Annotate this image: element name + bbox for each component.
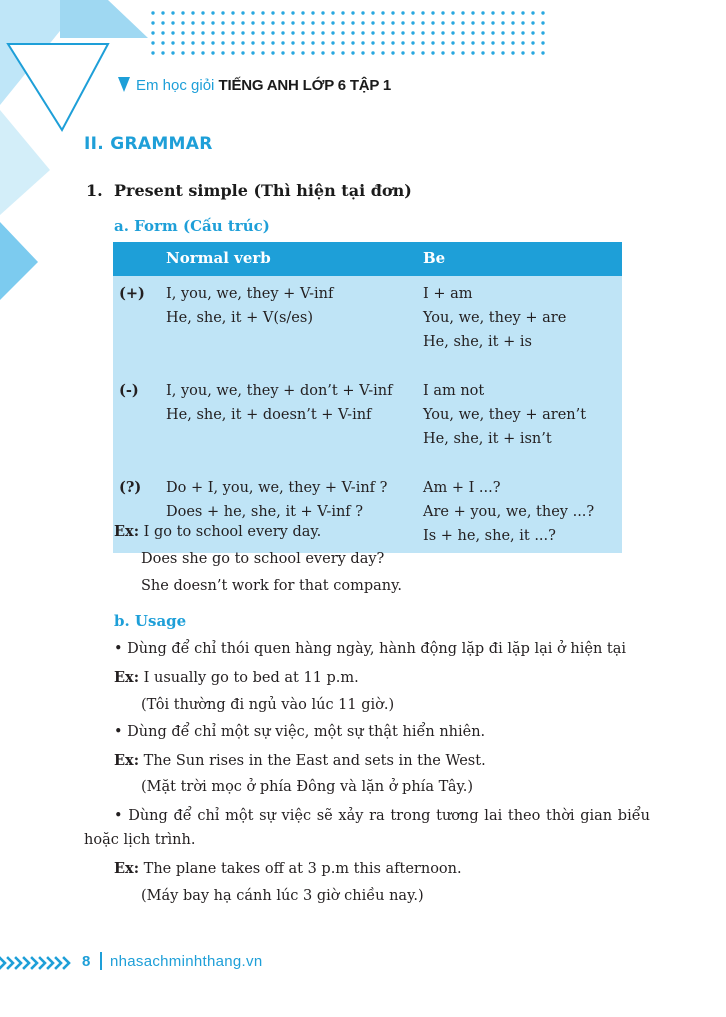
table-row [113,363,622,460]
form-heading: a. Form (Cấu trúc) [114,217,270,235]
formula-line: Do + I, you, we, they + V-inf ? [166,480,388,496]
sign-cell: (?) [113,460,166,553]
ex-label: Ex: [114,860,140,877]
footer-divider [100,952,102,970]
example-text: The plane takes off at 3 p.m this afternoon. [143,861,462,877]
topic-number: 1. [86,181,103,200]
formula-line: Does + he, she, it + V-inf ? [166,504,364,520]
table-header-cell: Be [423,242,622,276]
page-number: 8 [82,953,91,970]
usage-bullet: • Dùng để chỉ thói quen hàng ngày, hành động lặp đi lặp lại ở hiện tại [114,641,626,657]
table-row [113,276,622,363]
be-cell [423,460,622,553]
topic-heading [86,181,412,200]
be-cell [423,363,622,460]
formula-line: I, you, we, they + V-inf [166,286,334,302]
example-text: She doesn’t work for that company. [141,578,402,594]
form-table [113,242,622,553]
formula-line: You, we, they + aren’t [423,407,587,423]
usage-bullet: • Dùng để chỉ một sự việc, một sự thật hiển nhiên. [114,724,486,740]
usage-bullet-continued: hoặc lịch trình. [84,832,196,848]
translation-text: (Máy bay hạ cánh lúc 3 giờ chiều nay.) [141,888,424,904]
sign-cell: (+) [113,276,166,363]
formula-line: He, she, it + isn’t [423,431,552,447]
translation-text: (Tôi thường đi ngủ vào lúc 11 giờ.) [141,697,395,713]
topic-title: Present simple (Thì hiện tại đơn) [114,181,412,200]
example-text: Does she go to school every day? [141,551,385,567]
example-text: I go to school every day. [143,524,322,540]
series-prefix: Em học giỏi [136,77,215,94]
series-title [136,77,391,94]
section-title: II. GRAMMAR [84,134,213,154]
formula-line: Is + he, she, it ...? [423,528,556,544]
table-header-cell [113,242,166,276]
usage-bullet: • Dùng để chỉ một sự việc sẽ xảy ra trong tương lai theo thời gian biểu [114,808,650,824]
example-text: The Sun rises in the East and sets in the West. [143,753,486,769]
series-book-title: TIẾNG ANH LỚP 6 TẬP 1 [218,77,392,94]
formula-line: You, we, they + are [423,310,567,326]
sign-cell: (-) [113,363,166,460]
example-line [114,752,486,769]
ex-label: Ex: [114,669,140,686]
example-line [114,523,321,540]
website-link: nhasachminhthang.vn [110,953,263,970]
translation-text: (Mặt trời mọc ở phía Đông và lặn ở phía Tây.) [141,779,473,795]
table-header-cell: Normal verb [166,242,423,276]
be-cell [423,276,622,363]
formula-line: He, she, it + doesn’t + V-inf [166,407,372,423]
formula-line: I am not [423,383,485,399]
formula-line: He, she, it + V(s/es) [166,310,313,326]
example-line [114,860,462,877]
ex-label: Ex: [114,752,140,769]
table-header-row [113,242,622,276]
formula-line: I + am [423,286,473,302]
ex-label: Ex: [114,523,140,540]
example-line [114,669,359,686]
formula-line: He, she, it + is [423,334,532,350]
usage-heading: b. Usage [114,612,187,630]
formula-line: Am + I ...? [423,480,501,496]
example-text: I usually go to bed at 11 p.m. [143,670,359,686]
formula-line: I, you, we, they + don’t + V-inf [166,383,393,399]
formula-line: Are + you, we, they ...? [423,504,595,520]
normal-verb-cell [166,363,423,460]
normal-verb-cell [166,276,423,363]
chevron-right-icon [0,955,76,971]
